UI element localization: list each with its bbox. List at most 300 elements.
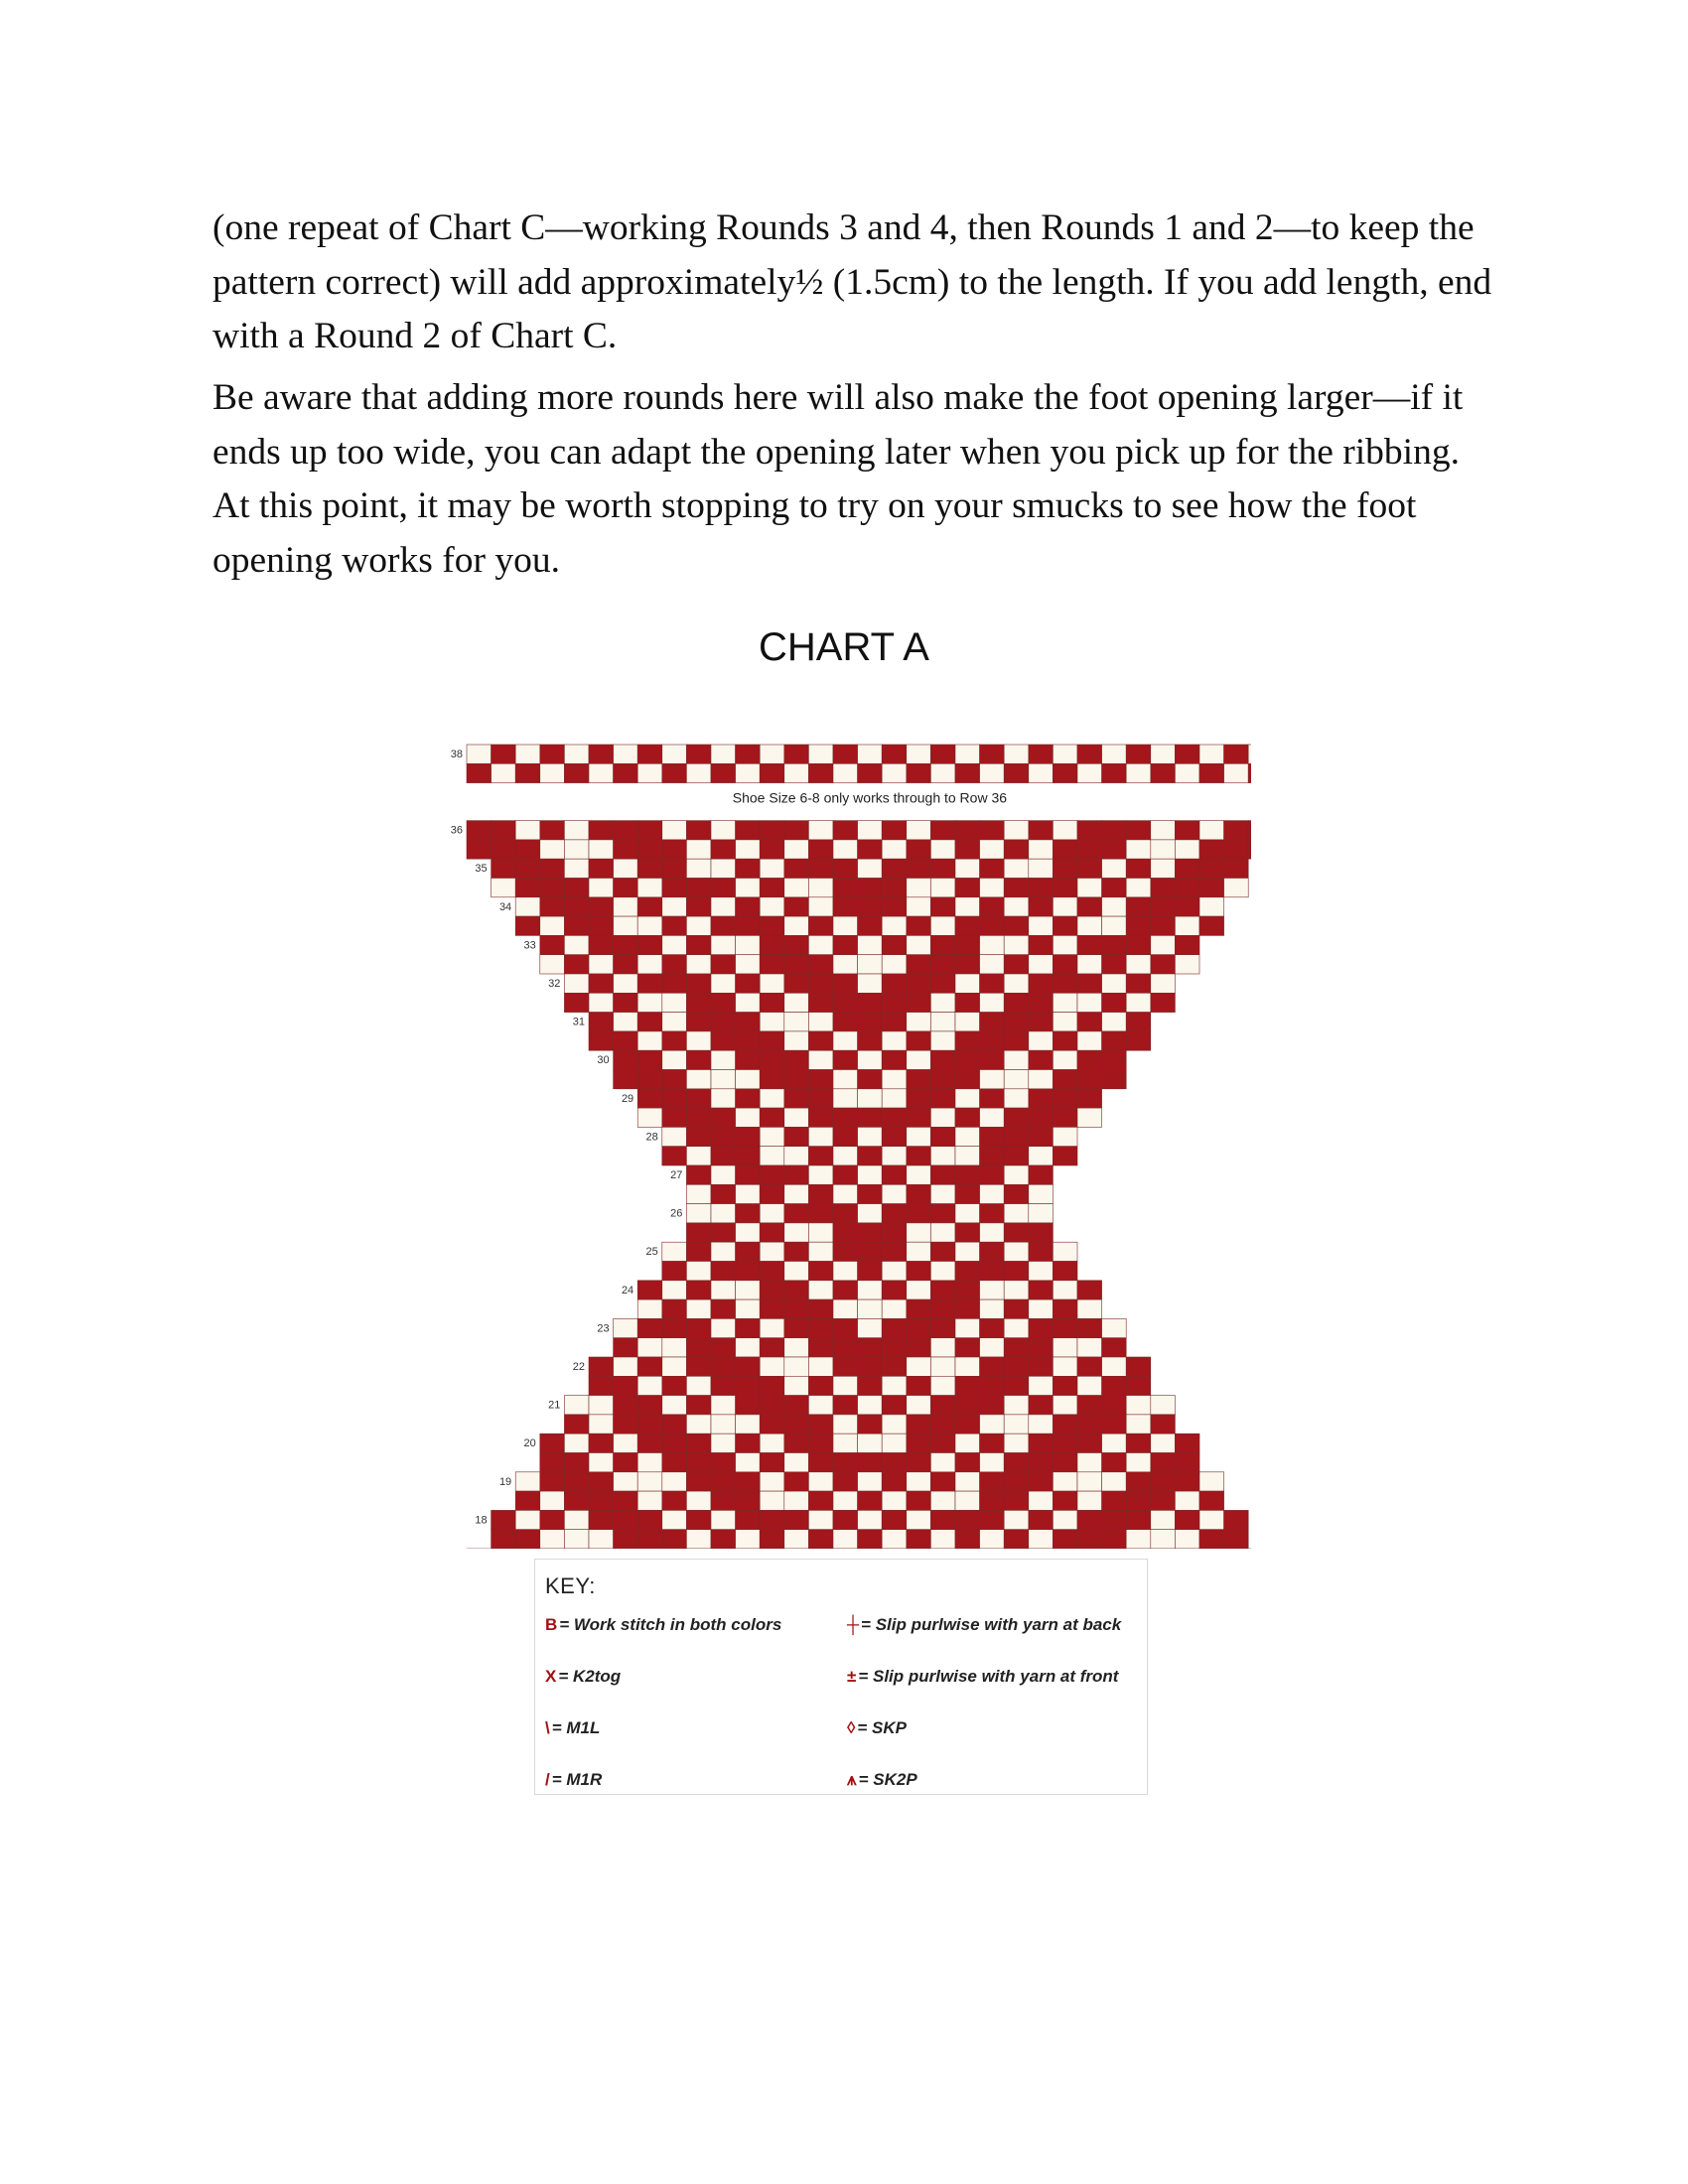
chart-cell bbox=[736, 1530, 761, 1549]
chart-cell bbox=[784, 859, 809, 878]
chart-cell bbox=[564, 1453, 589, 1472]
chart-cell bbox=[736, 974, 761, 993]
chart-cell bbox=[808, 1415, 833, 1433]
chart-cell bbox=[1199, 840, 1224, 859]
chart-cell bbox=[1029, 821, 1054, 840]
chart-cell bbox=[736, 1147, 761, 1165]
chart-cell bbox=[907, 1089, 931, 1108]
chart-cell bbox=[686, 859, 711, 878]
chart-cell bbox=[637, 1281, 662, 1299]
chart-cell bbox=[1053, 1491, 1077, 1510]
chart-cell bbox=[637, 1050, 662, 1069]
chart-cell bbox=[686, 1147, 711, 1165]
chart-cell bbox=[833, 821, 858, 840]
chart-cell bbox=[833, 1013, 858, 1031]
chart-cell bbox=[1053, 1070, 1077, 1089]
chart-cell bbox=[1053, 1147, 1077, 1165]
chart-cell bbox=[882, 955, 907, 974]
chart-cell bbox=[784, 879, 809, 897]
chart-cell bbox=[736, 955, 761, 974]
chart-cell bbox=[1175, 1433, 1199, 1452]
chart-cell bbox=[711, 821, 736, 840]
chart-cell bbox=[808, 1433, 833, 1452]
chart-cell bbox=[614, 955, 638, 974]
chart-row-label: 20 bbox=[523, 1437, 536, 1450]
chart-row-label: 29 bbox=[621, 1092, 634, 1105]
chart-row-label: 30 bbox=[597, 1054, 610, 1067]
chart-cell bbox=[1151, 840, 1176, 859]
chart-cell bbox=[686, 1031, 711, 1050]
chart-cell bbox=[1029, 1089, 1054, 1108]
chart-cell bbox=[784, 1491, 809, 1510]
chart-cell bbox=[1053, 1013, 1077, 1031]
chart-cell bbox=[882, 1281, 907, 1299]
chart-cell bbox=[882, 1089, 907, 1108]
chart-cell bbox=[955, 1318, 980, 1337]
chart-cell bbox=[686, 1127, 711, 1146]
chart-cell bbox=[1077, 1031, 1102, 1050]
chart-cell bbox=[858, 763, 883, 782]
chart-cell bbox=[955, 1262, 980, 1281]
chart-cell bbox=[1053, 840, 1077, 859]
chart-cell bbox=[1102, 1376, 1127, 1395]
chart-cell bbox=[736, 1376, 761, 1395]
chart-cell bbox=[955, 1184, 980, 1203]
chart-cell bbox=[1102, 859, 1127, 878]
chart-cell bbox=[930, 974, 955, 993]
chart-cell bbox=[614, 1453, 638, 1472]
chart-cell bbox=[564, 1510, 589, 1529]
chart-cell bbox=[784, 1396, 809, 1415]
chart-cell bbox=[589, 1376, 614, 1395]
chart-cell bbox=[858, 1338, 883, 1357]
chart-cell bbox=[980, 1108, 1005, 1127]
chart-cell bbox=[808, 1089, 833, 1108]
chart-cell bbox=[760, 1089, 784, 1108]
chart-cell bbox=[564, 1415, 589, 1433]
chart-cell bbox=[784, 745, 809, 763]
chart-cell bbox=[833, 1070, 858, 1089]
chart-cell bbox=[1077, 879, 1102, 897]
chart-cell bbox=[686, 1415, 711, 1433]
chart-cell bbox=[808, 1165, 833, 1184]
chart-cell bbox=[882, 1031, 907, 1050]
chart-cell bbox=[858, 840, 883, 859]
chart-cell bbox=[1077, 745, 1102, 763]
chart-cell bbox=[955, 1223, 980, 1242]
chart-cell bbox=[736, 1433, 761, 1452]
chart-cell bbox=[1029, 1223, 1054, 1242]
chart-cell bbox=[1126, 993, 1151, 1012]
chart-cell bbox=[1224, 1510, 1249, 1529]
chart-cell bbox=[614, 1530, 638, 1549]
chart-cell bbox=[686, 1376, 711, 1395]
chart-cell bbox=[980, 1472, 1005, 1491]
chart-cell bbox=[1004, 935, 1029, 954]
chart-cell bbox=[662, 1510, 687, 1529]
chart-cell bbox=[1077, 821, 1102, 840]
key-item-slip-front: ± = Slip purlwise with yarn at front bbox=[847, 1667, 1119, 1686]
chart-cell bbox=[1126, 955, 1151, 974]
chart-cell bbox=[1077, 1338, 1102, 1357]
chart-cell bbox=[515, 1510, 540, 1529]
chart-cell bbox=[614, 916, 638, 935]
chart-cell bbox=[882, 1318, 907, 1337]
chart-cell bbox=[980, 1396, 1005, 1415]
chart-cell bbox=[882, 974, 907, 993]
chart-cell bbox=[980, 1530, 1005, 1549]
chart-cell bbox=[980, 1127, 1005, 1146]
paragraph-1: (one repeat of Chart C—working Rounds 3 and 4, then Rounds 1 and 2—to keep the pattern correct) will add approximately½ (1.5cm) to the length. If you add length, end with a Round 2 of Chart C. bbox=[212, 207, 1492, 356]
chart-cell bbox=[540, 821, 565, 840]
chart-cell bbox=[1029, 1070, 1054, 1089]
chart-cell bbox=[1077, 1318, 1102, 1337]
chart-cell bbox=[760, 879, 784, 897]
chart-cell bbox=[662, 916, 687, 935]
chart-cell bbox=[736, 745, 761, 763]
chart-cell bbox=[980, 897, 1005, 916]
chart-cell bbox=[858, 1299, 883, 1318]
chart-cell bbox=[858, 1510, 883, 1529]
chart-cell bbox=[882, 1510, 907, 1529]
chart-cell bbox=[760, 935, 784, 954]
chart-cell bbox=[907, 1415, 931, 1433]
chart-cell bbox=[1102, 955, 1127, 974]
chart-cell bbox=[1102, 1433, 1127, 1452]
chart-cell bbox=[882, 993, 907, 1012]
chart-cell bbox=[760, 1147, 784, 1165]
chart-cell bbox=[686, 1396, 711, 1415]
chart-cell bbox=[614, 821, 638, 840]
chart-cell bbox=[784, 1376, 809, 1395]
chart-cell bbox=[1199, 1472, 1224, 1491]
chart-cell bbox=[907, 1396, 931, 1415]
chart-cell bbox=[882, 1433, 907, 1452]
chart-cell bbox=[662, 1415, 687, 1433]
chart-cell bbox=[1199, 859, 1224, 878]
chart-row-label: 32 bbox=[548, 978, 561, 990]
chart-cell bbox=[980, 1184, 1005, 1203]
chart-cell bbox=[882, 1204, 907, 1223]
chart-cell bbox=[662, 1338, 687, 1357]
chart-cell bbox=[1077, 1357, 1102, 1376]
chart-cell bbox=[1102, 1491, 1127, 1510]
chart-cell bbox=[662, 1530, 687, 1549]
chart-cell bbox=[589, 1491, 614, 1510]
chart-cell bbox=[662, 1147, 687, 1165]
chart-cell bbox=[1102, 1510, 1127, 1529]
chart-cell bbox=[955, 916, 980, 935]
chart-cell bbox=[1004, 1376, 1029, 1395]
chart-cell bbox=[955, 1357, 980, 1376]
chart-cell bbox=[980, 1281, 1005, 1299]
chart-cell bbox=[980, 974, 1005, 993]
chart-cell bbox=[760, 1530, 784, 1549]
chart-cell bbox=[1077, 993, 1102, 1012]
chart-cell bbox=[662, 1357, 687, 1376]
chart-cell bbox=[1126, 763, 1151, 782]
chart-cell bbox=[686, 1433, 711, 1452]
chart-cell bbox=[955, 1031, 980, 1050]
chart-cell bbox=[1004, 1357, 1029, 1376]
chart-cell bbox=[1102, 745, 1127, 763]
chart-cell bbox=[637, 763, 662, 782]
chart-cell bbox=[907, 1127, 931, 1146]
chart-cell bbox=[1029, 897, 1054, 916]
chart-cell bbox=[760, 1242, 784, 1261]
chart-cell bbox=[1102, 1318, 1127, 1337]
chart-cell bbox=[930, 1223, 955, 1242]
chart-cell bbox=[808, 1338, 833, 1357]
chart-cell bbox=[1126, 1472, 1151, 1491]
chart-cell bbox=[686, 1510, 711, 1529]
chart-cell bbox=[589, 821, 614, 840]
chart-cell bbox=[955, 745, 980, 763]
chart-cell bbox=[1004, 1089, 1029, 1108]
chart-cell bbox=[1077, 1433, 1102, 1452]
chart-cell bbox=[808, 916, 833, 935]
chart-cell bbox=[1053, 821, 1077, 840]
chart-cell bbox=[540, 916, 565, 935]
key-item-m1l: \ = M1L bbox=[545, 1718, 601, 1737]
chart-cell bbox=[711, 1415, 736, 1433]
chart-cell bbox=[1053, 859, 1077, 878]
chart-cell bbox=[1102, 1050, 1127, 1069]
chart-cell bbox=[686, 974, 711, 993]
chart-cell bbox=[1004, 1415, 1029, 1433]
chart-cell bbox=[1126, 1357, 1151, 1376]
chart-cell bbox=[1053, 1415, 1077, 1433]
chart-cell bbox=[833, 1510, 858, 1529]
chart-cell bbox=[882, 1223, 907, 1242]
chart-cell bbox=[711, 897, 736, 916]
chart-cell bbox=[955, 1376, 980, 1395]
chart-cell bbox=[930, 1262, 955, 1281]
chart-cell bbox=[833, 935, 858, 954]
chart-cell bbox=[955, 1108, 980, 1127]
chart-cell bbox=[614, 1357, 638, 1376]
chart-cell bbox=[882, 1050, 907, 1069]
chart-cell bbox=[711, 1396, 736, 1415]
chart-row-label: 35 bbox=[475, 863, 488, 876]
chart-cell bbox=[1053, 1262, 1077, 1281]
chart-cell bbox=[858, 1108, 883, 1127]
chart-cell bbox=[930, 935, 955, 954]
chart-cell bbox=[955, 1127, 980, 1146]
chart-cell bbox=[882, 1108, 907, 1127]
chart-cell bbox=[980, 1433, 1005, 1452]
chart-cell bbox=[833, 1108, 858, 1127]
chart-cell bbox=[614, 1318, 638, 1337]
chart-cell bbox=[1126, 1031, 1151, 1050]
chart-cell bbox=[980, 840, 1005, 859]
chart-cell bbox=[808, 879, 833, 897]
chart-cell bbox=[637, 1013, 662, 1031]
chart-cell bbox=[736, 993, 761, 1012]
chart-cell bbox=[882, 1415, 907, 1433]
chart-cell bbox=[955, 1147, 980, 1165]
chart-cell bbox=[1102, 763, 1127, 782]
chart-row-label: 38 bbox=[450, 749, 463, 760]
chart-cell bbox=[1102, 1530, 1127, 1549]
chart-cell bbox=[1053, 1472, 1077, 1491]
chart-cell bbox=[882, 1530, 907, 1549]
chart-cell bbox=[980, 1070, 1005, 1089]
chart-cell bbox=[564, 1433, 589, 1452]
chart-cell bbox=[686, 1223, 711, 1242]
chart-cell bbox=[955, 1491, 980, 1510]
chart-cell bbox=[1175, 1530, 1199, 1549]
chart-cell bbox=[760, 763, 784, 782]
chart-cell bbox=[662, 1013, 687, 1031]
chart-cell bbox=[1175, 840, 1199, 859]
chart-cell bbox=[833, 1242, 858, 1261]
chart-cell bbox=[1077, 1089, 1102, 1108]
chart-cell bbox=[686, 840, 711, 859]
chart-cell bbox=[614, 840, 638, 859]
chart-cell bbox=[637, 1089, 662, 1108]
chart-cell bbox=[1029, 1184, 1054, 1203]
chart-cell bbox=[492, 859, 516, 878]
chart-cell bbox=[784, 821, 809, 840]
chart-cell bbox=[882, 1070, 907, 1089]
chart-cell bbox=[1004, 993, 1029, 1012]
chart-cell bbox=[1077, 1108, 1102, 1127]
chart-cell bbox=[907, 1013, 931, 1031]
chart-cell bbox=[637, 974, 662, 993]
chart-cell bbox=[686, 1262, 711, 1281]
chart-cell bbox=[1077, 974, 1102, 993]
chart-cell bbox=[955, 1204, 980, 1223]
chart-cell bbox=[614, 879, 638, 897]
chart-cell bbox=[808, 1184, 833, 1203]
chart-cell bbox=[858, 1013, 883, 1031]
chart-cell bbox=[662, 1396, 687, 1415]
chart-cell bbox=[736, 859, 761, 878]
chart-cell bbox=[858, 1376, 883, 1395]
chart-cell bbox=[955, 1281, 980, 1299]
chart-cell bbox=[1053, 879, 1077, 897]
chart-cell bbox=[736, 1223, 761, 1242]
chart-cell bbox=[1053, 916, 1077, 935]
chart-cell bbox=[1199, 1530, 1224, 1549]
chart-cell bbox=[637, 840, 662, 859]
chart-cell bbox=[930, 1089, 955, 1108]
chart-cell bbox=[1077, 1530, 1102, 1549]
chart-cell bbox=[589, 1453, 614, 1472]
chart-cell bbox=[907, 1338, 931, 1357]
chart-cell bbox=[882, 763, 907, 782]
chart-cell bbox=[1175, 859, 1199, 878]
chart-cell bbox=[711, 840, 736, 859]
chart-cell bbox=[858, 1223, 883, 1242]
chart-cell bbox=[930, 1204, 955, 1223]
chart-cell bbox=[907, 1299, 931, 1318]
chart-cell bbox=[907, 745, 931, 763]
chart-cell bbox=[808, 993, 833, 1012]
chart-cell bbox=[614, 1376, 638, 1395]
chart-cell bbox=[760, 1472, 784, 1491]
chart-cell bbox=[833, 1147, 858, 1165]
chart-cell bbox=[1077, 935, 1102, 954]
chart-row-label: 21 bbox=[548, 1399, 561, 1412]
chart-cell bbox=[662, 897, 687, 916]
chart-cell bbox=[760, 1281, 784, 1299]
chart-cell bbox=[907, 935, 931, 954]
chart-cell bbox=[711, 859, 736, 878]
chart-cell bbox=[907, 1108, 931, 1127]
chart-cell bbox=[1029, 1472, 1054, 1491]
chart-cell bbox=[564, 859, 589, 878]
chart-cell bbox=[760, 1223, 784, 1242]
chart-cell bbox=[955, 1242, 980, 1261]
chart-cell bbox=[858, 1031, 883, 1050]
chart-cell bbox=[686, 1165, 711, 1184]
chart-cell bbox=[589, 1433, 614, 1452]
chart-cell bbox=[907, 1223, 931, 1242]
chart-cell bbox=[1175, 955, 1199, 974]
chart-cell bbox=[589, 1357, 614, 1376]
chart-cell bbox=[760, 840, 784, 859]
chart-cell bbox=[907, 1204, 931, 1223]
chart-cell bbox=[662, 1070, 687, 1089]
chart-cell bbox=[833, 763, 858, 782]
chart-cell bbox=[858, 1415, 883, 1433]
chart-cell bbox=[1053, 745, 1077, 763]
chart-cell bbox=[736, 1108, 761, 1127]
chart-cell bbox=[760, 1127, 784, 1146]
chart-cell bbox=[784, 1031, 809, 1050]
chart-cell bbox=[907, 1242, 931, 1261]
chart-cell bbox=[515, 1472, 540, 1491]
chart-cell bbox=[955, 1530, 980, 1549]
chart-cell bbox=[1029, 1396, 1054, 1415]
chart-cell bbox=[686, 935, 711, 954]
chart-cell bbox=[980, 1338, 1005, 1357]
key-item-sk2p: ⩚ = SK2P bbox=[847, 1770, 917, 1789]
chart-row-label: 23 bbox=[597, 1322, 610, 1335]
chart-cell bbox=[858, 1396, 883, 1415]
chart-cell bbox=[637, 955, 662, 974]
chart-cell bbox=[833, 1453, 858, 1472]
chart-cell bbox=[736, 1089, 761, 1108]
chart-cell bbox=[1029, 1281, 1054, 1299]
chart-cell bbox=[1151, 1415, 1176, 1433]
chart-cell bbox=[686, 1184, 711, 1203]
chart-cell bbox=[760, 993, 784, 1012]
chart-cell bbox=[833, 1204, 858, 1223]
chart-cell bbox=[1029, 745, 1054, 763]
chart-cell bbox=[1248, 763, 1251, 782]
chart-cell bbox=[1224, 859, 1249, 878]
chart-cell bbox=[711, 955, 736, 974]
chart-cell bbox=[564, 745, 589, 763]
chart-cell bbox=[589, 1510, 614, 1529]
chart-cell bbox=[736, 1510, 761, 1529]
key-box bbox=[534, 1559, 1148, 1795]
chart-cell bbox=[882, 1396, 907, 1415]
chart-cell bbox=[1175, 821, 1199, 840]
chart-cell bbox=[467, 763, 492, 782]
chart-cell bbox=[1029, 1318, 1054, 1337]
chart-cell bbox=[980, 745, 1005, 763]
chart-cell bbox=[711, 1031, 736, 1050]
chart-cell bbox=[1004, 1530, 1029, 1549]
chart-cell bbox=[1126, 1530, 1151, 1549]
chart-cell bbox=[1102, 935, 1127, 954]
chart-row-label: 22 bbox=[572, 1361, 585, 1373]
chart-cell bbox=[1102, 1031, 1127, 1050]
